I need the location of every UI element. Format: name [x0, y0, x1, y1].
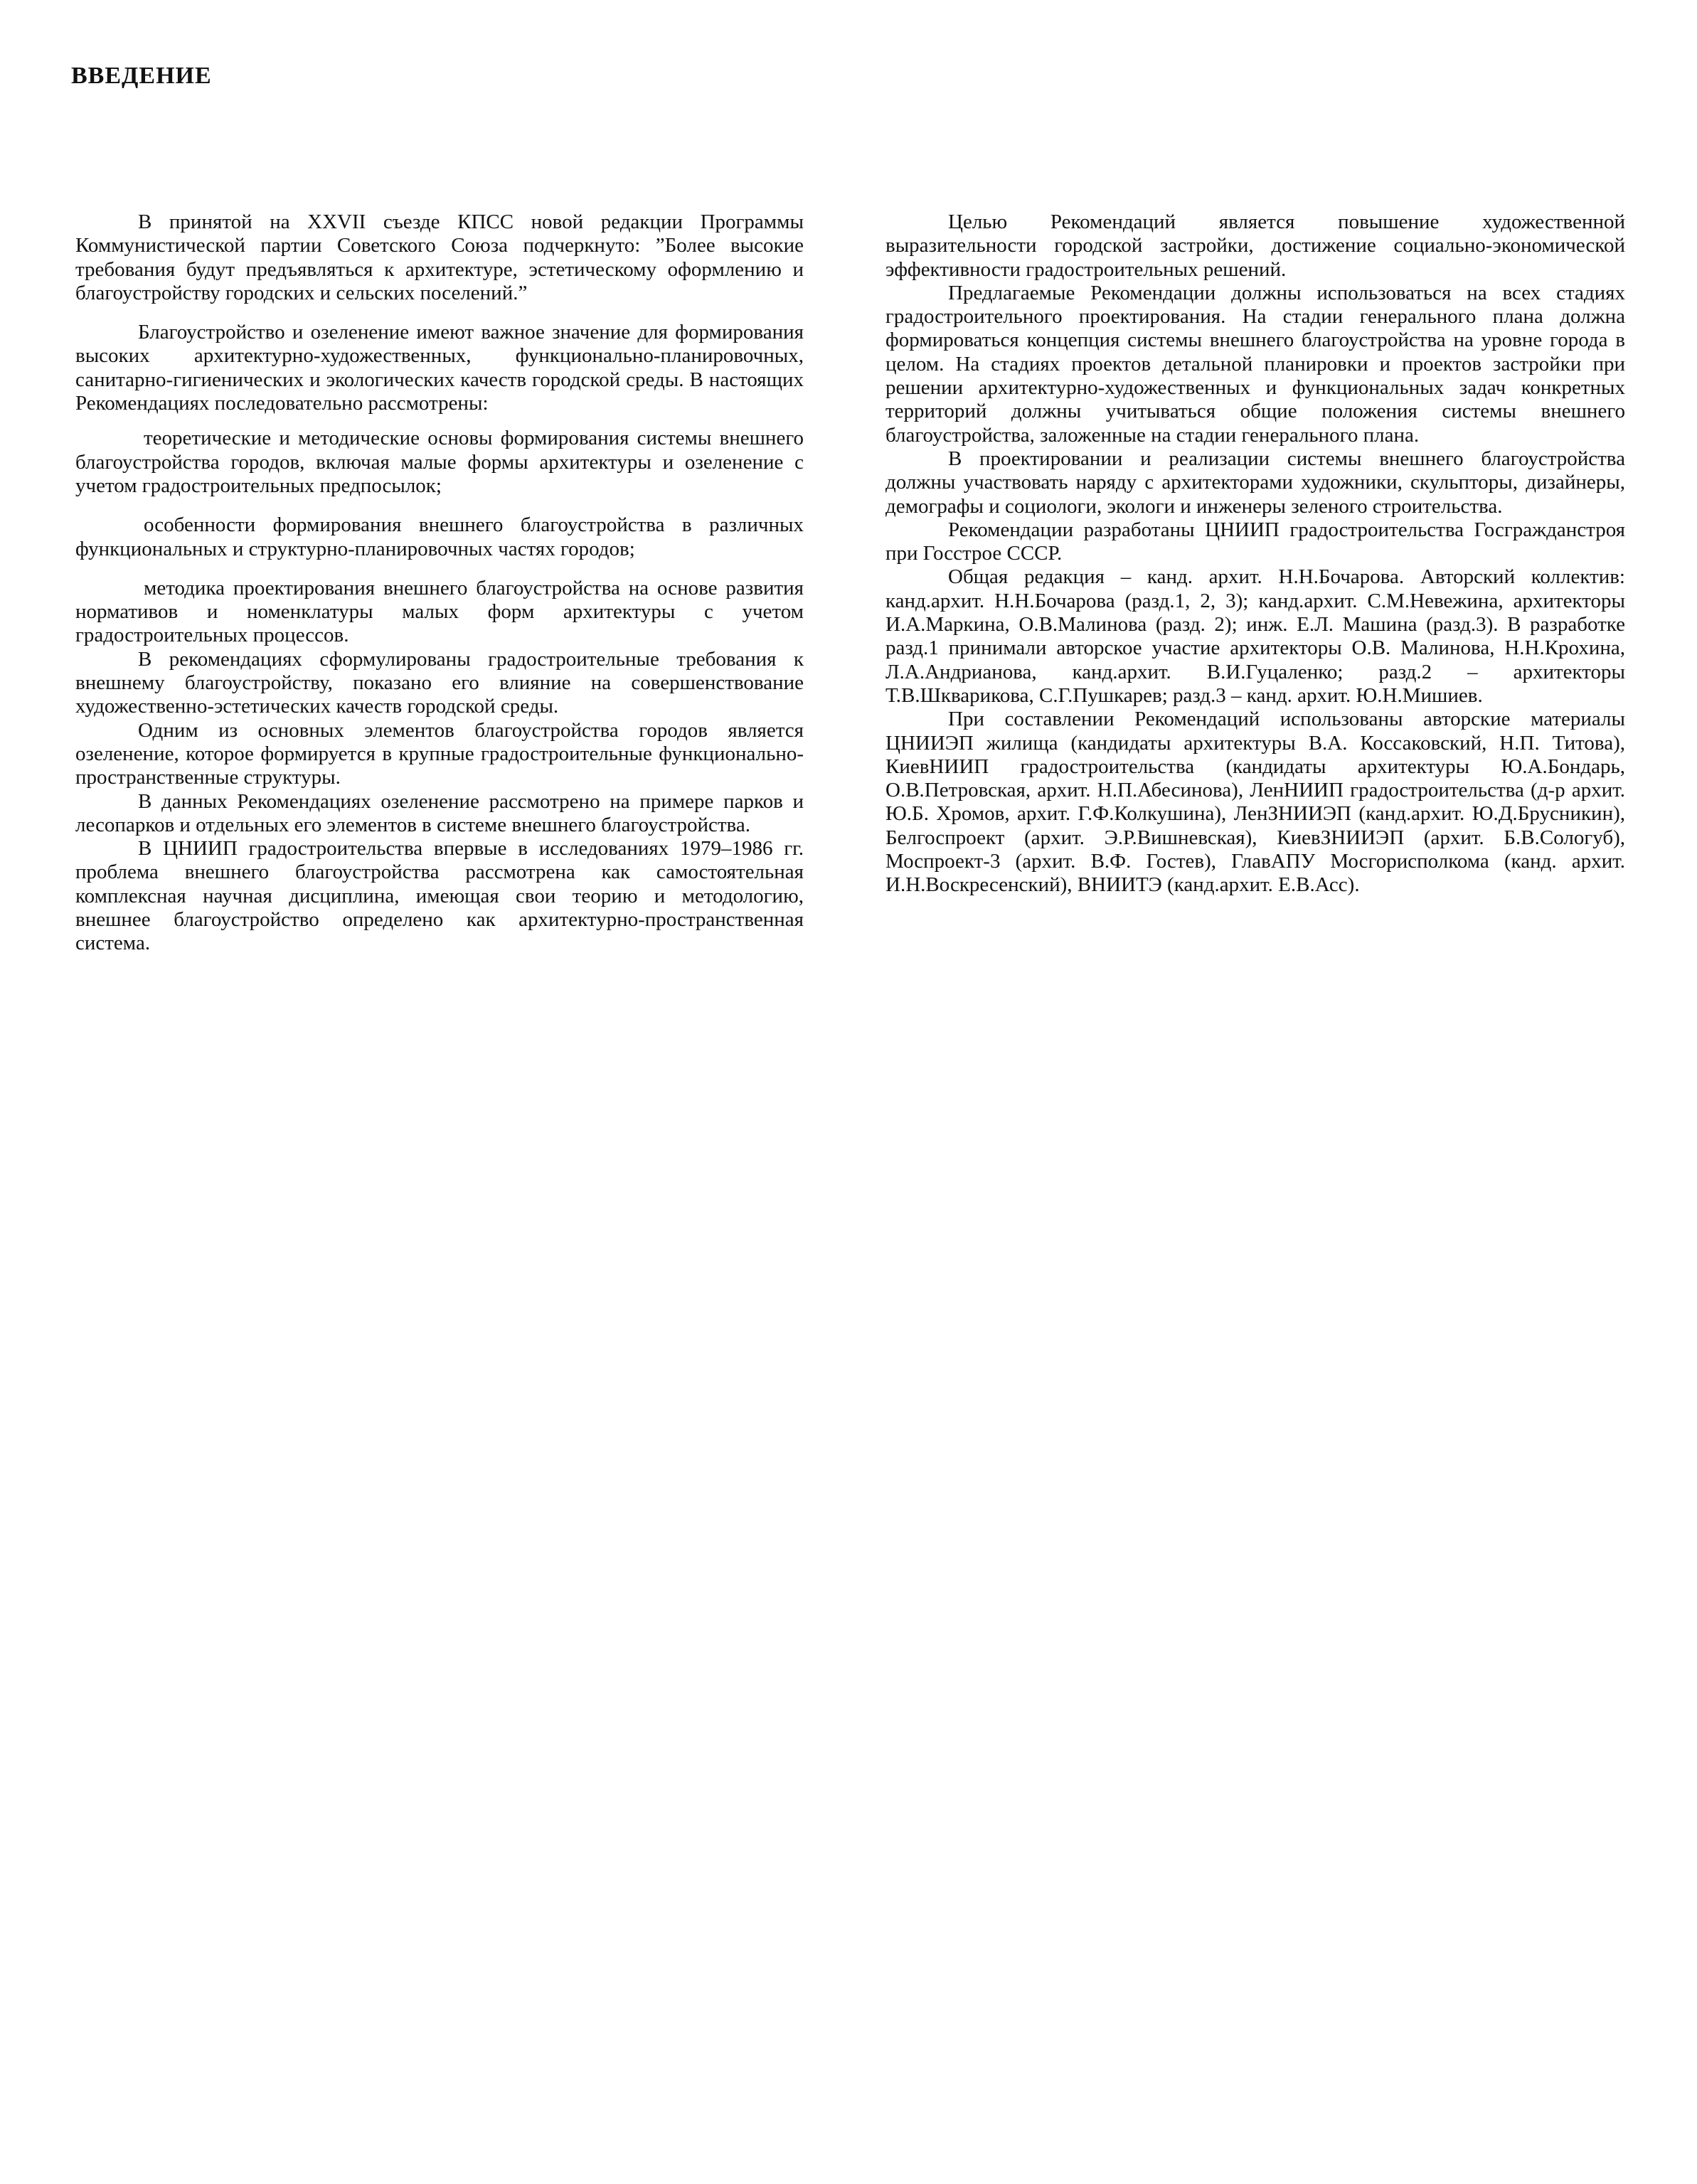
paragraph-authors: Общая редакция – канд. архит. Н.Н.Бочарова. Авторский коллектив: канд.архит. Н.Н.Бочарова (разд.1, 2, 3); канд.архит. С.М.Невежина, архитекторы И.А.Маркина, О.В.Малинова (разд. 2); инж. Е.Л. Машина (разд.3). В разработке разд.1 принимали авторское участие архитекторы О.В. Малинова, Н.Н.Крохина, Л.А.Андрианова, канд.архит. В.И.Гуцаленко; разд.2 – архитекторы Т.В.Шкварикова, С.Г.Пушкарев; разд.3 – канд. архит. Ю.Н.Мишиев.	[885, 565, 1625, 707]
paragraph-participants: В проектировании и реализации системы внешнего благоустройства должны участвовать наряду с архитекторами художники, скульпторы, дизайнеры, демографы и социологи, экологи и инженеры зеленого строительства.	[885, 447, 1625, 518]
paragraph-sources: При составлении Рекомендаций использованы авторские материалы ЦНИИЭП жилища (кандидаты архитектуры В.А. Коссаковский, Н.П. Титова), КиевНИИП градостроительства (кандидаты архитектуры Ю.А.Бондарь, О.В.Петровская, архит. Н.П.Абесинова), ЛенНИИП градостроительства (д-р архит. Ю.Б. Хромов, архит. Г.Ф.Колкушина), ЛенЗНИИЭП (канд.архит. Ю.Д.Брусникин), Белгоспроект (архит. Э.Р.Вишневская), КиевЗНИИЭП (архит. Б.В.Сологуб), Моспроект-3 (архит. В.Ф. Гостев), ГлавАПУ Мосгорисполкома (канд. архит. И.Н.Воскресенский), ВНИИТЭ (канд.архит. Е.В.Асс).	[885, 708, 1625, 897]
list-item-theory: теоретические и методические основы формирования системы внешнего благоустройства городов, включая малые формы архитектуры и озеленение с учетом градостроительных предпосылок;	[75, 427, 804, 497]
paragraph-research: В ЦНИИП градостроительства впервые в исследованиях 1979–1986 гг. проблема внешнего благоустройства рассмотрена как самостоятельная комплексная научная дисциплина, имеющая свои теорию и методологию, внешнее благоустройство определено как архитектурно-пространственная система.	[75, 837, 804, 955]
left-column	[75, 211, 804, 956]
paragraph-stages: Предлагаемые Рекомендации должны использоваться на всех стадиях градостроительного проектирования. На стадии генерального плана должна формироваться концепция системы внешнего благоустройства на уровне города в целом. На стадиях проектов детальной планировки и проектов застройки при решении архитектурно-художественных и функциональных задач конкретных территорий должны учитываться общие положения системы внешнего благоустройства, заложенные на стадии генерального плана.	[885, 281, 1625, 447]
paragraph-parks: В данных Рекомендациях озеленение рассмотрено на примере парков и лесопарков и отдельных его элементов в системе внешнего благоустройства.	[75, 789, 804, 836]
page-title: ВВЕДЕНИЕ	[71, 63, 212, 89]
list-item-features: особенности формирования внешнего благоустройства в различных функциональных и структурно-планировочных частях городов;	[75, 513, 804, 560]
paragraph-program-quote: В принятой на XXVII съезде КПСС новой редакции Программы Коммунистической партии Советского Союза подчеркнуто: ”Более высокие требования будут предъявляться к архитектуре, эстетическому оформлению и благоустройству городских и сельских поселений.”	[75, 211, 804, 304]
paragraph-developer: Рекомендации разработаны ЦНИИП градостроительства Госгражданстроя при Госстрое СССР.	[885, 518, 1625, 565]
paragraph-importance: Благоустройство и озеленение имеют важное значение для формирования высоких архитектурно-художественных, функционально-планировочных, санитарно-гигиенических и экологических качеств городской среды. В настоящих Рекомендациях последовательно рассмотрены:	[75, 321, 804, 415]
list-item-methodology: методика проектирования внешнего благоустройства на основе развития нормативов и номенклатуры малых форм архитектуры с учетом градостроительных процессов.	[75, 576, 804, 647]
right-column	[885, 211, 1625, 897]
paragraph-requirements: В рекомендациях сформулированы градостроительные требования к внешнему благоустройству, показано его влияние на совершенствование художественно-эстетических качеств городской среды.	[75, 647, 804, 718]
paragraph-goal: Целью Рекомендаций является повышение художественной выразительности городской застройки, достижение социально-экономической эффективности градостроительных решений.	[885, 211, 1625, 281]
paragraph-greening: Одним из основных элементов благоустройства городов является озеленение, которое формируется в крупные градостроительные функционально-пространственные структуры.	[75, 718, 804, 789]
